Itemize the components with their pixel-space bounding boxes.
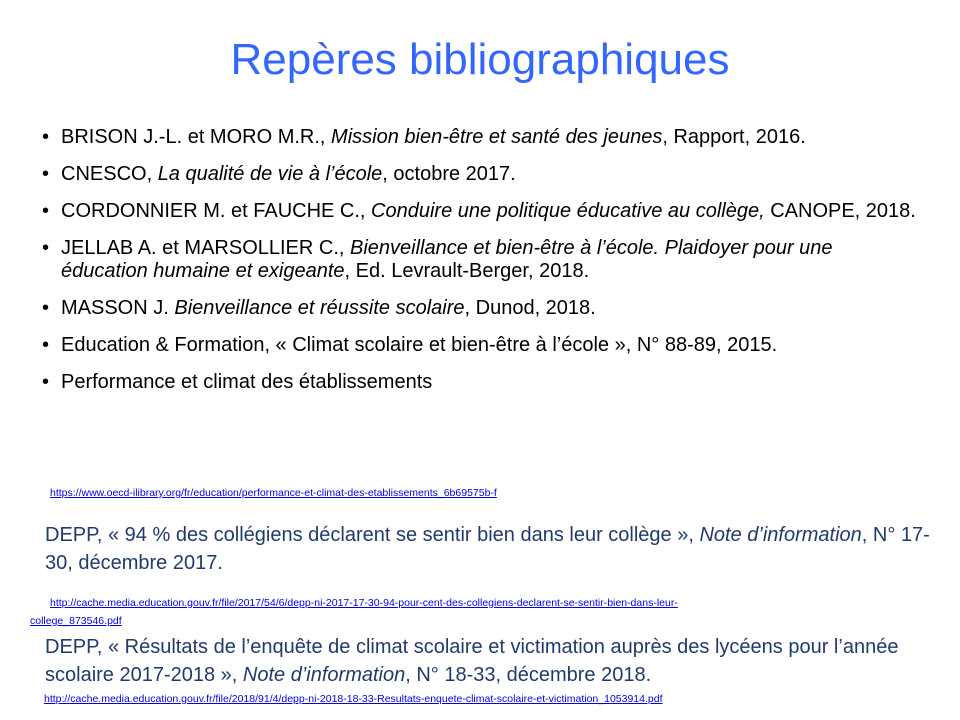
reference-text: Education & Formation, « Climat scolaire et bien-être à l’école », N° 88-89, 2015. xyxy=(61,334,778,356)
bullet-glyph: • xyxy=(42,371,50,393)
depp-text: DEPP, « 94 % des collégiens déclarent se sentir bien dans leur collège », xyxy=(45,524,700,546)
depp-text: DEPP, « Résultats de l’enquête de climat scolaire et victimation auprès des lycéens pour l’année scolaire 2017-2018 », xyxy=(45,636,899,686)
depp-reference-1 xyxy=(45,521,935,577)
reference-text: Performance et climat des établissements xyxy=(61,371,433,393)
bullet-glyph: • xyxy=(42,297,50,319)
reference-text: , Dunod, 2018. xyxy=(464,297,596,319)
reference-item xyxy=(42,371,922,394)
reference-text: CNESCO, xyxy=(61,163,158,185)
reference-text: , Rapport, 2016. xyxy=(662,126,806,148)
bullet-glyph: • xyxy=(42,163,50,185)
reference-title: La qualité de vie à l’école xyxy=(157,163,383,185)
depp-link-2[interactable]: http://cache.media.education.gouv.fr/file/2018/91/4/depp-ni-2018-18-33-Resultats-enquete-climat-scolaire-et-victimation_1053914.pdf xyxy=(44,693,663,705)
reference-list xyxy=(42,126,922,408)
reference-item xyxy=(42,126,922,149)
reference-text: , Ed. Levrault-Berger, 2018. xyxy=(344,260,590,282)
oecd-link[interactable]: https://www.oecd-ilibrary.org/fr/education/performance-et-climat-des-etablissements_6b69575b-f xyxy=(50,487,497,499)
reference-title: Bienveillance et réussite scolaire xyxy=(174,297,465,319)
reference-item xyxy=(42,297,922,320)
bullet-glyph: • xyxy=(42,200,50,222)
reference-item xyxy=(42,200,922,223)
reference-item xyxy=(42,334,922,357)
reference-text: CORDONNIER M. et FAUCHE C., xyxy=(61,200,372,222)
reference-text: CANOPE, 2018. xyxy=(764,200,916,222)
page-title: Repères bibliographiques xyxy=(230,35,730,84)
reference-text: JELLAB A. et MARSOLLIER C., xyxy=(61,237,351,259)
depp-text: , N° 17-30, décembre 2017. xyxy=(45,524,930,574)
depp-title: Note d’information xyxy=(242,664,406,686)
depp-title: Note d’information xyxy=(699,524,862,546)
reference-item xyxy=(42,237,922,283)
bullet-glyph: • xyxy=(42,334,50,356)
bullet-glyph: • xyxy=(42,237,50,259)
depp-reference-2 xyxy=(45,633,935,689)
reference-title: Mission bien-être et santé des jeunes xyxy=(331,126,663,148)
reference-item xyxy=(42,163,922,186)
bullet-glyph: • xyxy=(42,126,50,148)
reference-title: Conduire une politique éducative au collège, xyxy=(371,200,765,222)
reference-text: BRISON J.-L. et MORO M.R., xyxy=(61,126,332,148)
reference-text: , octobre 2017. xyxy=(382,163,516,185)
depp-text: , N° 18-33, décembre 2018. xyxy=(405,664,652,686)
depp-link-1[interactable]: http://cache.media.education.gouv.fr/file/2017/54/6/depp-ni-2017-17-30-94-pour-cent-des-collegiens-declarent-se-sentir-bien-dans-leur- xyxy=(50,597,678,609)
depp-link-1-continued[interactable]: college_873546.pdf xyxy=(30,615,122,627)
reference-text: MASSON J. xyxy=(61,297,175,319)
reference-title: Bienveillance et bien-être à l’école. Plaidoyer pour une éducation humaine et exigeante xyxy=(61,237,833,282)
